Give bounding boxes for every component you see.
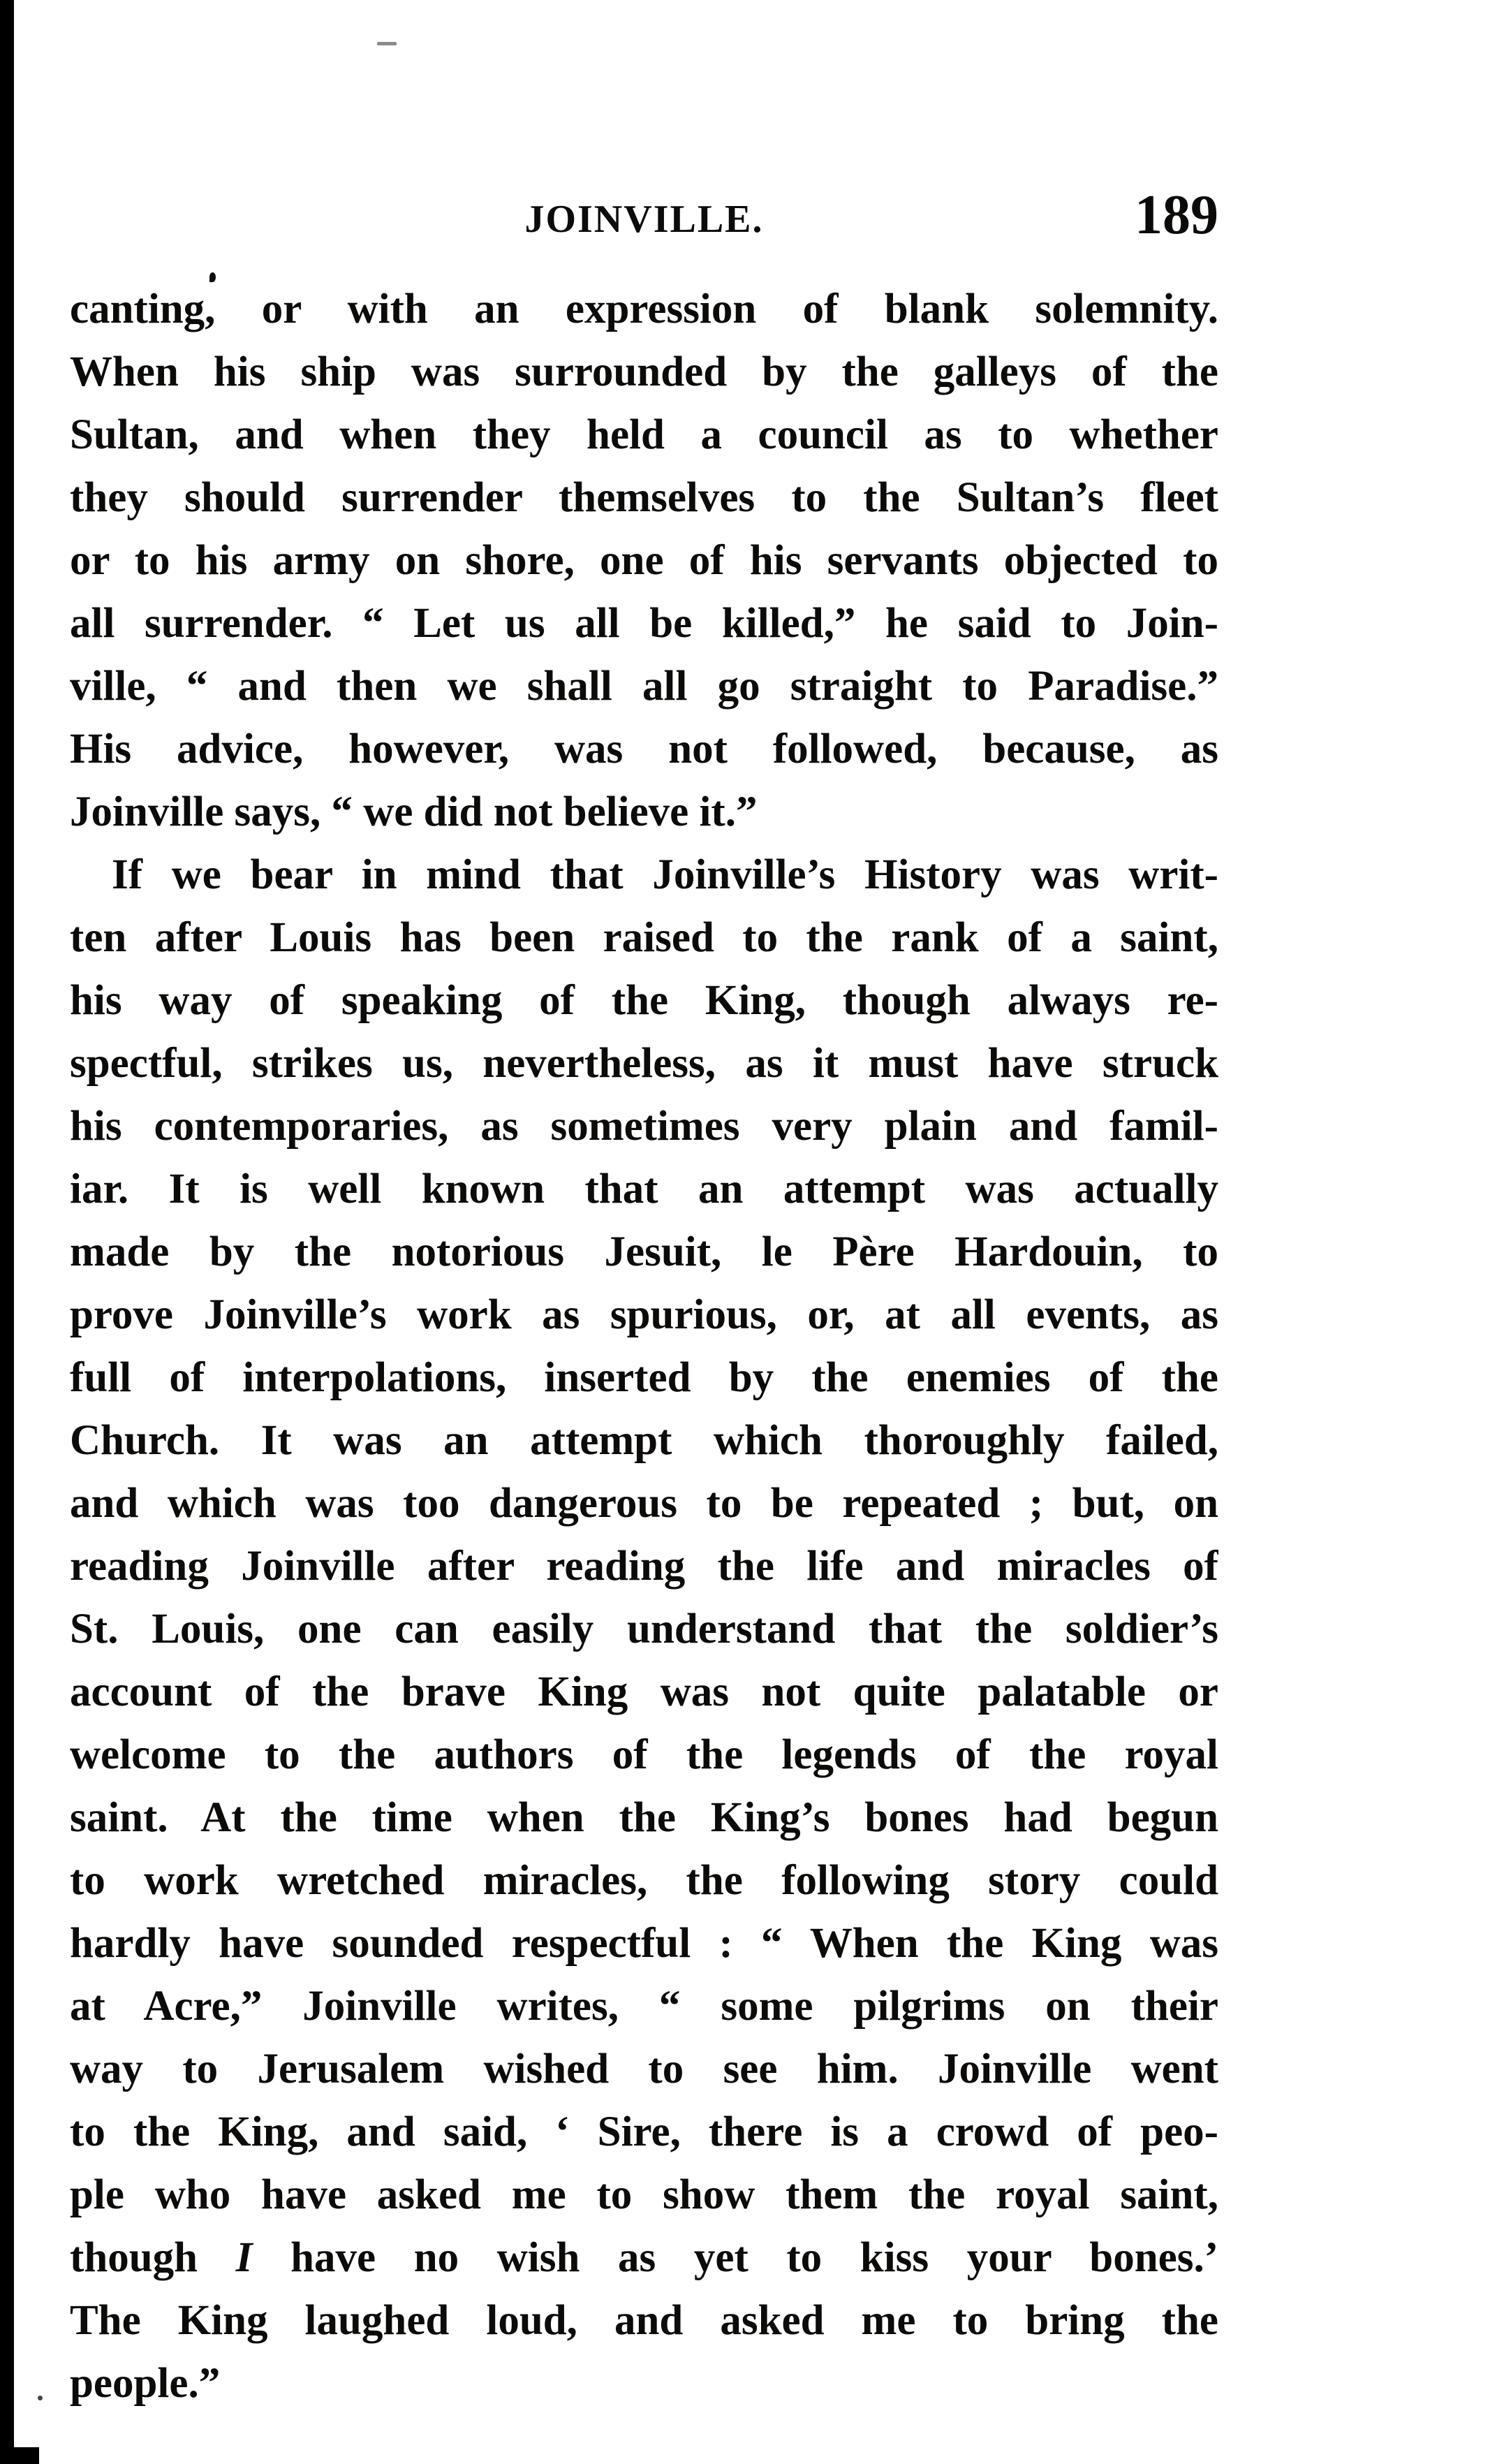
text-line: ple who have asked me to show them the royal saint, (70, 2171, 1218, 2218)
text-line: saint. At the time when the King’s bones had begun (70, 1794, 1218, 1841)
text-line: iar. It is well known that an attempt was actually (70, 1166, 1218, 1212)
paragraph (70, 844, 1218, 2415)
scan-artifact-dash (377, 42, 397, 45)
scan-artifact-dot (38, 2396, 43, 2400)
page-text (70, 278, 1218, 2415)
text-line: though I have no wish as yet to kiss your bones.’ (70, 2234, 1218, 2281)
text-line: Church. It was an attempt which thoroughly failed, (70, 1417, 1218, 1464)
scan-gutter-bar (0, 0, 14, 2464)
text-line: his way of speaking of the King, though always re- (70, 977, 1218, 1024)
text-line: If we bear in mind that Joinville’s History was writ- (112, 851, 1218, 898)
text-line: account of the brave King was not quite palatable or (70, 1669, 1218, 1715)
text-line: made by the notorious Jesuit, le Père Hardouin, to (70, 1229, 1218, 1275)
text-line: reading Joinville after reading the life and miracles of (70, 1543, 1218, 1590)
running-title: JOINVILLE. (524, 198, 764, 241)
text-line: When his ship was surrounded by the galleys of the (70, 349, 1218, 395)
text-line: at Acre,” Joinville writes, “ some pilgrims on their (70, 1983, 1218, 2030)
text-line: ville, “ and then we shall all go straight to Paradise.” (70, 663, 1218, 710)
text-line: hardly have sounded respectful : “ When the King was (70, 1920, 1218, 1967)
text-line: spectful, strikes us, nevertheless, as it must have struck (70, 1040, 1218, 1087)
text-line: canting, or with an expression of blank solemnity. (70, 286, 1218, 332)
text-line: full of interpolations, inserted by the enemies of the (70, 1354, 1218, 1401)
text-line: they should surrender themselves to the Sultan’s fleet (70, 474, 1218, 521)
text-line: Joinville says, “ we did not believe it.” (70, 789, 758, 835)
text-line: St. Louis, one can easily understand that the soldier’s (70, 1606, 1218, 1652)
text-line: ten after Louis has been raised to the rank of a saint, (70, 914, 1218, 961)
text-line: The King laughed loud, and asked me to bring the (70, 2297, 1218, 2344)
text-line: welcome to the authors of the legends of the royal (70, 1731, 1218, 1778)
text-line: or to his army on shore, one of his servants objected to (70, 537, 1218, 584)
text-line: Sultan, and when they held a council as to whether (70, 411, 1218, 458)
text-line: and which was too dangerous to be repeated ; but, on (70, 1480, 1218, 1527)
text-line: His advice, however, was not followed, because, as (70, 726, 1218, 772)
text-line: prove Joinville’s work as spurious, or, at all events, as (70, 1291, 1218, 1338)
text-line: people.” (70, 2360, 221, 2407)
paragraph (70, 278, 1218, 844)
text-line: to work wretched miracles, the following story could (70, 1857, 1218, 1904)
page-number: 189 (1135, 184, 1218, 246)
scan-gutter-blob (0, 2447, 39, 2464)
text-line: way to Jerusalem wished to see him. Joinville went (70, 2046, 1218, 2092)
text-line: his contemporaries, as sometimes very plain and famil- (70, 1103, 1218, 1150)
text-line: to the King, and said, ‘ Sire, there is a crowd of peo- (70, 2109, 1218, 2155)
text-line: all surrender. “ Let us all be killed,” he said to Join- (70, 600, 1218, 647)
